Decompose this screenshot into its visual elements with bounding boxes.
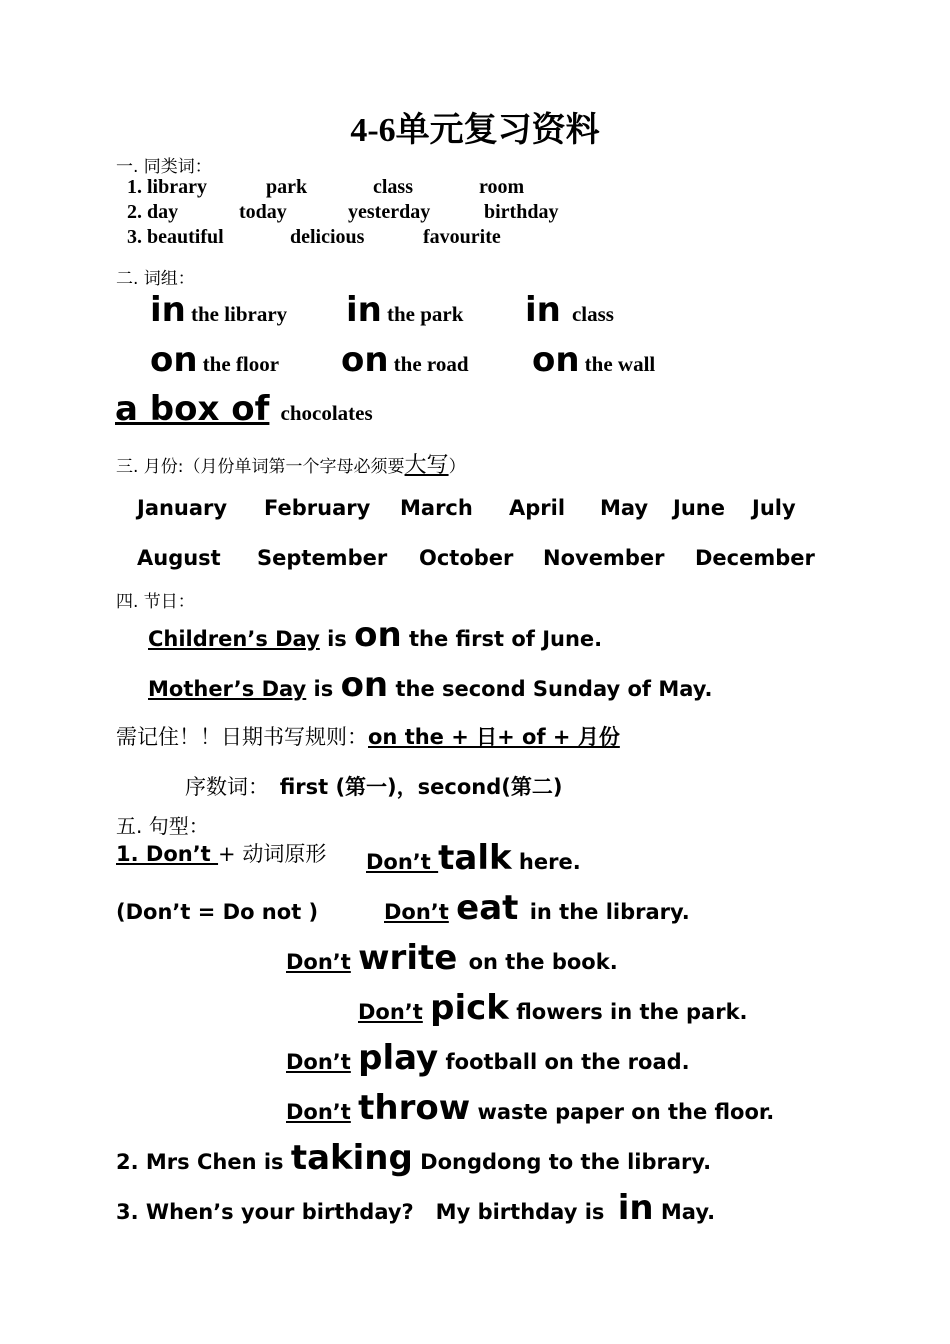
section-3-heading <box>116 448 466 479</box>
verb: play <box>358 1038 439 1078</box>
verb-tail: waste paper on the floor. <box>477 1100 775 1124</box>
word: 2. day <box>127 201 179 223</box>
example-eat <box>384 888 690 928</box>
phrase-text: the park <box>386 302 464 326</box>
ordinal-value: first (第一)，second(第二) <box>279 775 563 799</box>
month: August <box>137 546 221 570</box>
word: 3. beautiful <box>127 226 224 248</box>
section-5-heading: 五. 句型： <box>116 814 209 838</box>
word: 1. library <box>127 176 207 198</box>
phrase-on-road <box>341 340 469 380</box>
phrase-box-of <box>115 389 373 429</box>
ordinal-line <box>185 771 562 801</box>
dont-label: Don’t <box>358 1000 423 1024</box>
phrase-in-class <box>525 290 614 330</box>
page-title: 4-6单元复习资料 <box>350 112 600 149</box>
preposition-on: on <box>150 340 198 380</box>
example-throw <box>286 1088 774 1128</box>
rule-formula: on the + 日+ of + 月份 <box>368 725 620 749</box>
verb-tail: here. <box>518 850 581 874</box>
word: room <box>479 176 525 198</box>
verb-is: is <box>327 627 347 651</box>
month: March <box>400 496 473 520</box>
month: September <box>257 546 388 570</box>
preposition-in: in <box>346 290 382 330</box>
month: November <box>543 546 665 570</box>
preposition-on: on <box>532 340 580 380</box>
phrase-text: the library <box>190 302 288 326</box>
phrase-text: class <box>571 302 614 326</box>
word: class <box>373 176 413 198</box>
phrase-text: the floor <box>202 352 280 376</box>
heading-text: ） <box>448 457 466 477</box>
sentence-3 <box>116 1188 715 1228</box>
holiday-line-1 <box>148 615 602 655</box>
holiday-line-2 <box>148 665 713 705</box>
dont-label: Don’t <box>286 1050 351 1074</box>
month: October <box>419 546 514 570</box>
months-row-2 <box>0 546 950 576</box>
heading-emphasis: 大写 <box>404 453 449 478</box>
word: delicious <box>290 226 365 248</box>
sentence-text: 2. Mrs Chen is <box>116 1150 284 1174</box>
phrase-on-floor <box>150 340 279 380</box>
sentence-2 <box>116 1138 711 1178</box>
verb-tail: flowers in the park. <box>516 1000 748 1024</box>
phrase-text: chocolates <box>280 401 373 425</box>
pattern-plus: + 动词原形 <box>218 842 327 866</box>
word: favourite <box>423 226 501 248</box>
word: yesterday <box>348 201 431 223</box>
box-of-phrase: a box of <box>115 389 270 429</box>
month: April <box>509 496 566 520</box>
month: July <box>752 496 796 520</box>
preposition-on: on <box>341 340 389 380</box>
date-text: the second Sunday of May. <box>395 677 713 701</box>
holiday-name: Mother’s Day <box>148 677 307 701</box>
preposition-on: on <box>340 665 389 705</box>
dont-label: Don’t <box>286 950 351 974</box>
preposition-in: in <box>617 1188 654 1228</box>
example-play <box>286 1038 690 1078</box>
verb: write <box>358 938 458 978</box>
verb: throw <box>358 1088 471 1128</box>
example-write <box>286 938 618 978</box>
dont-label: Don’t <box>286 1100 351 1124</box>
phrase-in-park <box>346 290 463 330</box>
verb: pick <box>430 988 509 1028</box>
verb: taking <box>290 1138 413 1178</box>
verb-tail: on the book. <box>468 950 618 974</box>
date-rule <box>116 721 620 751</box>
word: today <box>239 201 287 223</box>
preposition-in: in <box>150 290 186 330</box>
preposition-in: in <box>525 290 561 330</box>
phrase-text: the wall <box>584 352 656 376</box>
verb-is: is <box>313 677 334 701</box>
phrase-on-wall <box>532 340 655 380</box>
ordinal-label: 序数词： <box>185 775 269 799</box>
word: birthday <box>484 201 559 223</box>
month: January <box>137 496 228 520</box>
sentence-dont-talk <box>116 838 326 868</box>
month: December <box>695 546 815 570</box>
month: February <box>264 496 371 520</box>
month: May <box>600 496 649 520</box>
verb-tail: football on the road. <box>445 1050 690 1074</box>
months-row-1 <box>0 496 950 526</box>
word: park <box>266 176 308 198</box>
month: June <box>673 496 725 520</box>
phrase-in-library <box>150 290 287 330</box>
preposition-on: on <box>354 615 402 655</box>
section-2-heading: 二. 词组： <box>116 269 195 289</box>
holiday-name: Children’s Day <box>148 627 320 651</box>
section-4-heading: 四. 节日： <box>116 592 195 612</box>
section-1-heading: 一. 同类词： <box>116 157 212 177</box>
phrase-text: the road <box>393 352 469 376</box>
sentence-text: 3. When’s your birthday? My birthday is <box>116 1200 605 1224</box>
example-pick <box>358 988 748 1028</box>
sentence-text: May. <box>660 1200 716 1224</box>
example-talk <box>366 838 581 878</box>
verb: eat <box>456 888 519 928</box>
heading-text: 三. 月份:（月份单词第一个字母必须要 <box>116 457 405 477</box>
dont-note: (Don’t = Do not ) <box>116 900 319 924</box>
sentence-text: Dongdong to the library. <box>420 1150 712 1174</box>
verb-tail: in the library. <box>529 900 690 924</box>
rule-label: 需记住！！日期书写规则： <box>116 725 368 749</box>
dont-label: Don’t <box>366 850 439 874</box>
date-text: the first of June. <box>409 627 603 651</box>
verb: talk <box>438 838 512 878</box>
dont-label: Don’t <box>384 900 449 924</box>
pattern-label: 1. Don’t <box>116 842 219 866</box>
